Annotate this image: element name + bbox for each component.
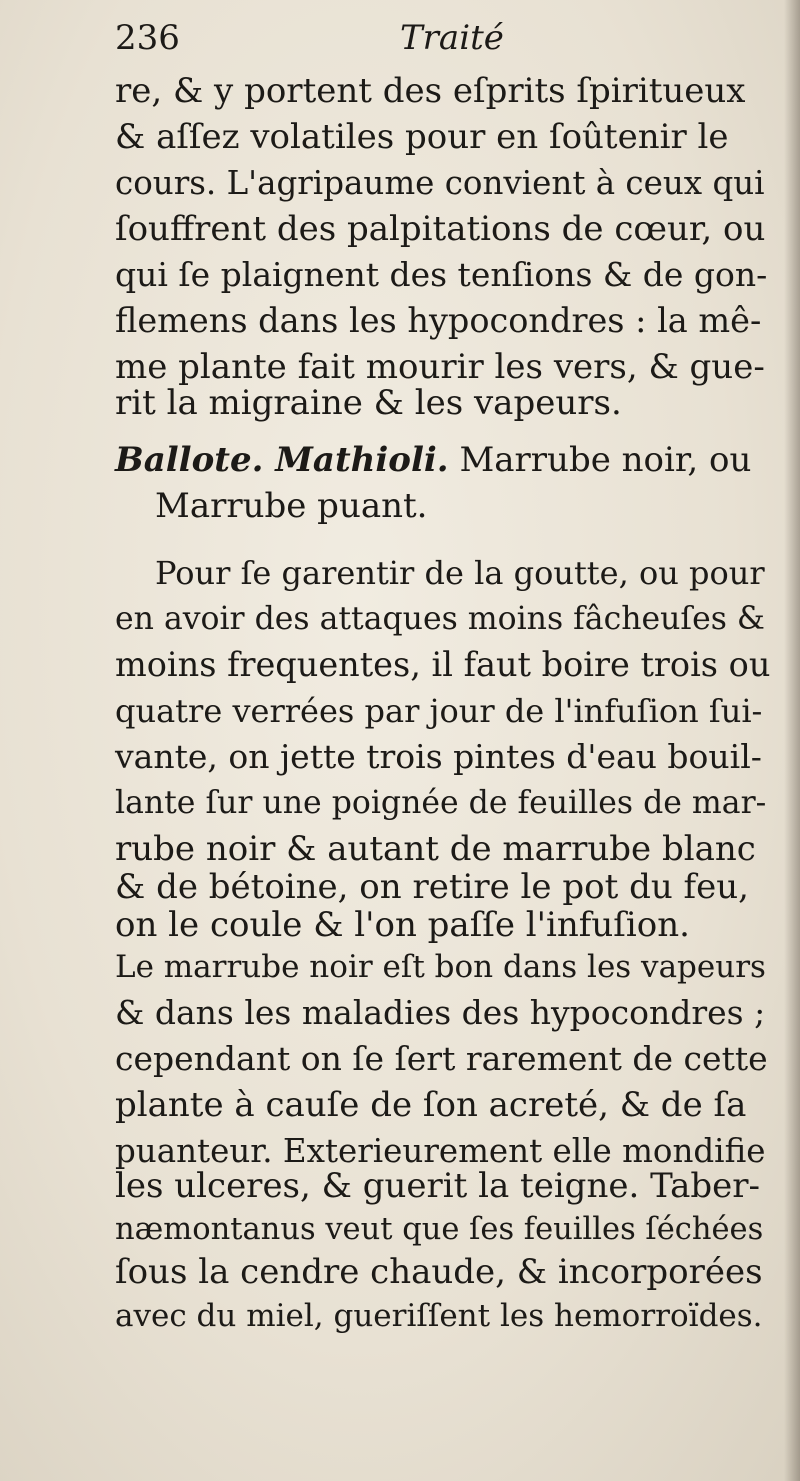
text-line: Pour ſe garentir de la goutte, ou pour (155, 554, 765, 592)
text-line: & aſſez volatiles pour en ſoûtenir le (115, 117, 729, 157)
page-gutter-shadow (784, 0, 800, 1481)
text-line: næmontanus veut que ſes feuilles ſéchées (115, 1212, 764, 1247)
text-line: flemens dans les hypocondres : la mê- (115, 301, 762, 340)
text-line: rube noir & autant de marrube blanc (115, 829, 756, 869)
running-head: Traité (400, 18, 504, 58)
text-line: & dans les maladies des hypocondres ; (115, 993, 766, 1032)
text-line: quatre verrées par jour de l'infuſion ſui- (115, 692, 763, 730)
text-line: en avoir des attaques moins fâcheuſes & (115, 601, 765, 637)
text-line: avec du miel, gueriſſent les hemorroïdes. (115, 1298, 763, 1334)
text-line: vante, on jette trois pintes d'eau bouil- (115, 737, 762, 776)
text-line: rit la migraine & les vapeurs. (115, 383, 622, 423)
section-heading-continued: Marrube puant. (155, 486, 428, 526)
text-line: re, & y portent des eſprits ſpiritueux (115, 71, 746, 111)
section-heading (115, 437, 775, 483)
text-line: ſouffrent des palpitations de cœur, ou (115, 209, 766, 249)
common-plant-name: Marrube noir, ou (459, 440, 752, 480)
text-line: moins frequentes, il faut boire trois ou (115, 645, 771, 684)
text-line: lante ſur une poignée de feuilles de mar- (115, 785, 767, 821)
text-line: ſous la cendre chaude, & incorporées (115, 1252, 763, 1292)
latin-plant-name: Ballote. Mathioli. (115, 440, 449, 480)
text-line: on le coule & l'on paſſe l'infuſion. (115, 905, 690, 945)
page-number: 236 (115, 18, 180, 58)
text-line: cours. L'agripaume convient à ceux qui (115, 164, 765, 202)
text-line: Le marrube noir eſt bon dans les vapeurs (115, 949, 766, 985)
text-line: cependant on ſe ſert rarement de cette (115, 1039, 768, 1078)
text-line: les ulceres, & guerit la teigne. Taber- (115, 1166, 761, 1206)
text-line: puanteur. Exterieurement elle mondifie (115, 1132, 766, 1170)
text-line: & de bétoine, on retire le pot du feu, (115, 867, 749, 907)
text-line: plante à cauſe de ſon acreté, & de ſa (115, 1085, 747, 1125)
text-line: qui ſe plaignent des tenſions & de gon- (115, 255, 768, 294)
text-line: me plante fait mourir les vers, & gue- (115, 347, 765, 387)
page-header (115, 18, 775, 68)
